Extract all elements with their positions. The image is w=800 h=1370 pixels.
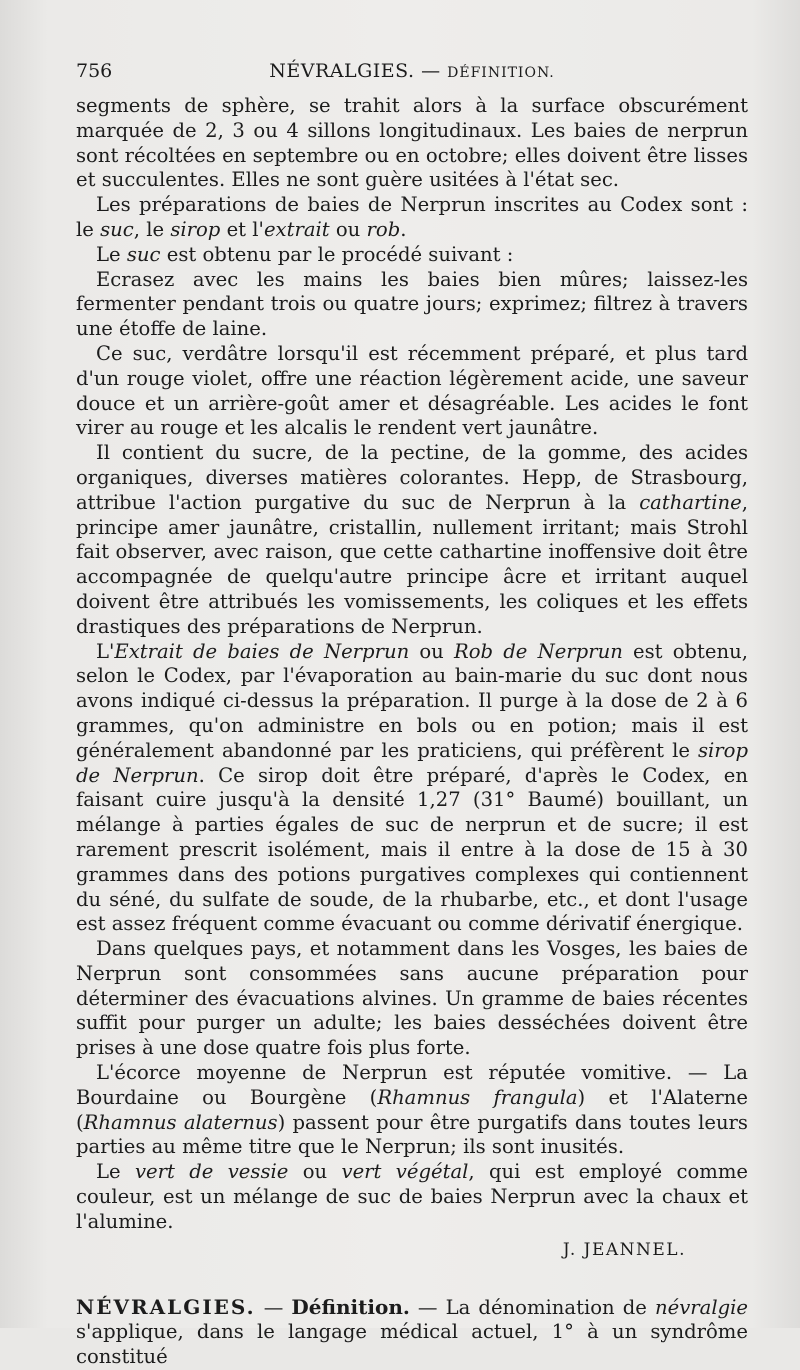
running-title — [76, 60, 748, 82]
paragraph-codex-preparations: Les préparations de baies de Nerprun inscrites au Codex sont : le suc, le sirop et l'extrait ou rob. — [76, 193, 748, 241]
paragraph-extrait: L'Extrait de baies de Nerprun ou Rob de Nerprun est obtenu, selon le Codex, par l'évaporation au bain-marie du suc dont nous avons indiqué ci-dessus la préparation. Il purge à la dose de 2 à 6 grammes, qu'on administre en bols ou en potion; mais il est généralement abandonné par les praticiens, qui préfèrent le sirop de Nerprun. Ce sirop doit être préparé, d'après le Codex, en faisant cuire jusqu'à la densité 1,27 (31° Baumé) bouillant, un mélange à parties égales de suc de nerprun et de sucre; il est rarement prescrit isolément, mais il entre à la dose de 15 à 30 grammes dans des potions purgatives complexes qui contiennent du séné, du sulfate de soude, de la rhubarbe, etc., et dont l'usage est assez fréquent comme évacuant ou comme dérivatif énergique. — [76, 639, 748, 936]
paragraph-vosges: Dans quelques pays, et notamment dans les Vosges, les baies de Nerprun sont consommées sans aucune préparation pour déterminer des évacuations alvines. Un gramme de baies récentes suffit pour purger un adulte; les baies desséchées doivent être prises à une dose quatre fois plus forte. — [76, 937, 748, 1060]
paragraph-vert-de-vessie: Le vert de vessie ou vert végétal, qui est employé comme couleur, est un mélange de suc de baies Nerprun avec la chaux et l'alumine. — [76, 1160, 748, 1233]
running-header — [76, 60, 748, 88]
paragraph-suc-intro: Le suc est obtenu par le procédé suivant : — [96, 242, 514, 266]
article-subheading: Définition. — [291, 1294, 410, 1319]
body-text — [76, 94, 748, 1370]
paragraph-continued: segments de sphère, se trahit alors à la surface obscurément marquée de 2, 3 ou 4 sillons longitudinaux. Les baies de nerprun sont récoltées en septembre ou en octobre; elles doivent être lisses et succulentes. Elles ne sont guère usitées à l'état sec. — [76, 94, 748, 192]
paragraph-ecorce: L'écorce moyenne de Nerprun est réputée vomitive. — La Bourdaine ou Bourgène (Rhamnus frangula) et l'Alaterne (Rhamnus alaternus) passent pour être purgatifs dans toutes leurs parties au même titre que le Nerprun; ils sont inusités. — [76, 1061, 749, 1159]
author-signature: J. JEANNEL. — [562, 1239, 686, 1260]
page-number: 756 — [76, 60, 113, 82]
paragraph-instructions: Ecrasez avec les mains les baies bien mûres; laissez-les fermenter pendant trois ou quatre jours; exprimez; filtrez à travers une étoffe de laine. — [76, 267, 748, 341]
paragraph-composition: Il contient du sucre, de la pectine, de la gomme, des acides organiques, diverses matières colorantes. Hepp, de Strasbourg, attribue l'action purgative du suc de Nerprun à la cathartine, principe amer jaunâtre, cristallin, nullement irritant; mais Strohl fait observer, avec raison, que cette cathartine inoffensive doit être accompagnée de quelqu'autre principe âcre et irritant auquel doivent être attribués les vomissements, les coliques et les effets drastiques des préparations de Nerprun. — [76, 441, 748, 638]
article-heading: NÉVRALGIES. — [76, 1294, 256, 1319]
article-nevralgies-start: NÉVRALGIES. — Définition. — La dénomination de névralgie s'applique, dans le langage médical actuel, 1° à un syndrôme constitué — [76, 1294, 748, 1369]
running-title-dash: — — [421, 60, 441, 82]
running-title-main: NÉVRALGIES. — [269, 60, 415, 82]
running-title-section: DÉFINITION. — [447, 65, 555, 81]
paragraph-suc-properties: Ce suc, verdâtre lorsqu'il est récemment préparé, et plus tard d'un rouge violet, offre une réaction légèrement acide, une saveur douce et un arrière-goût amer et désagréable. Les acides le font virer au rouge et les alcalis le rendent vert jaunâtre. — [76, 341, 748, 440]
